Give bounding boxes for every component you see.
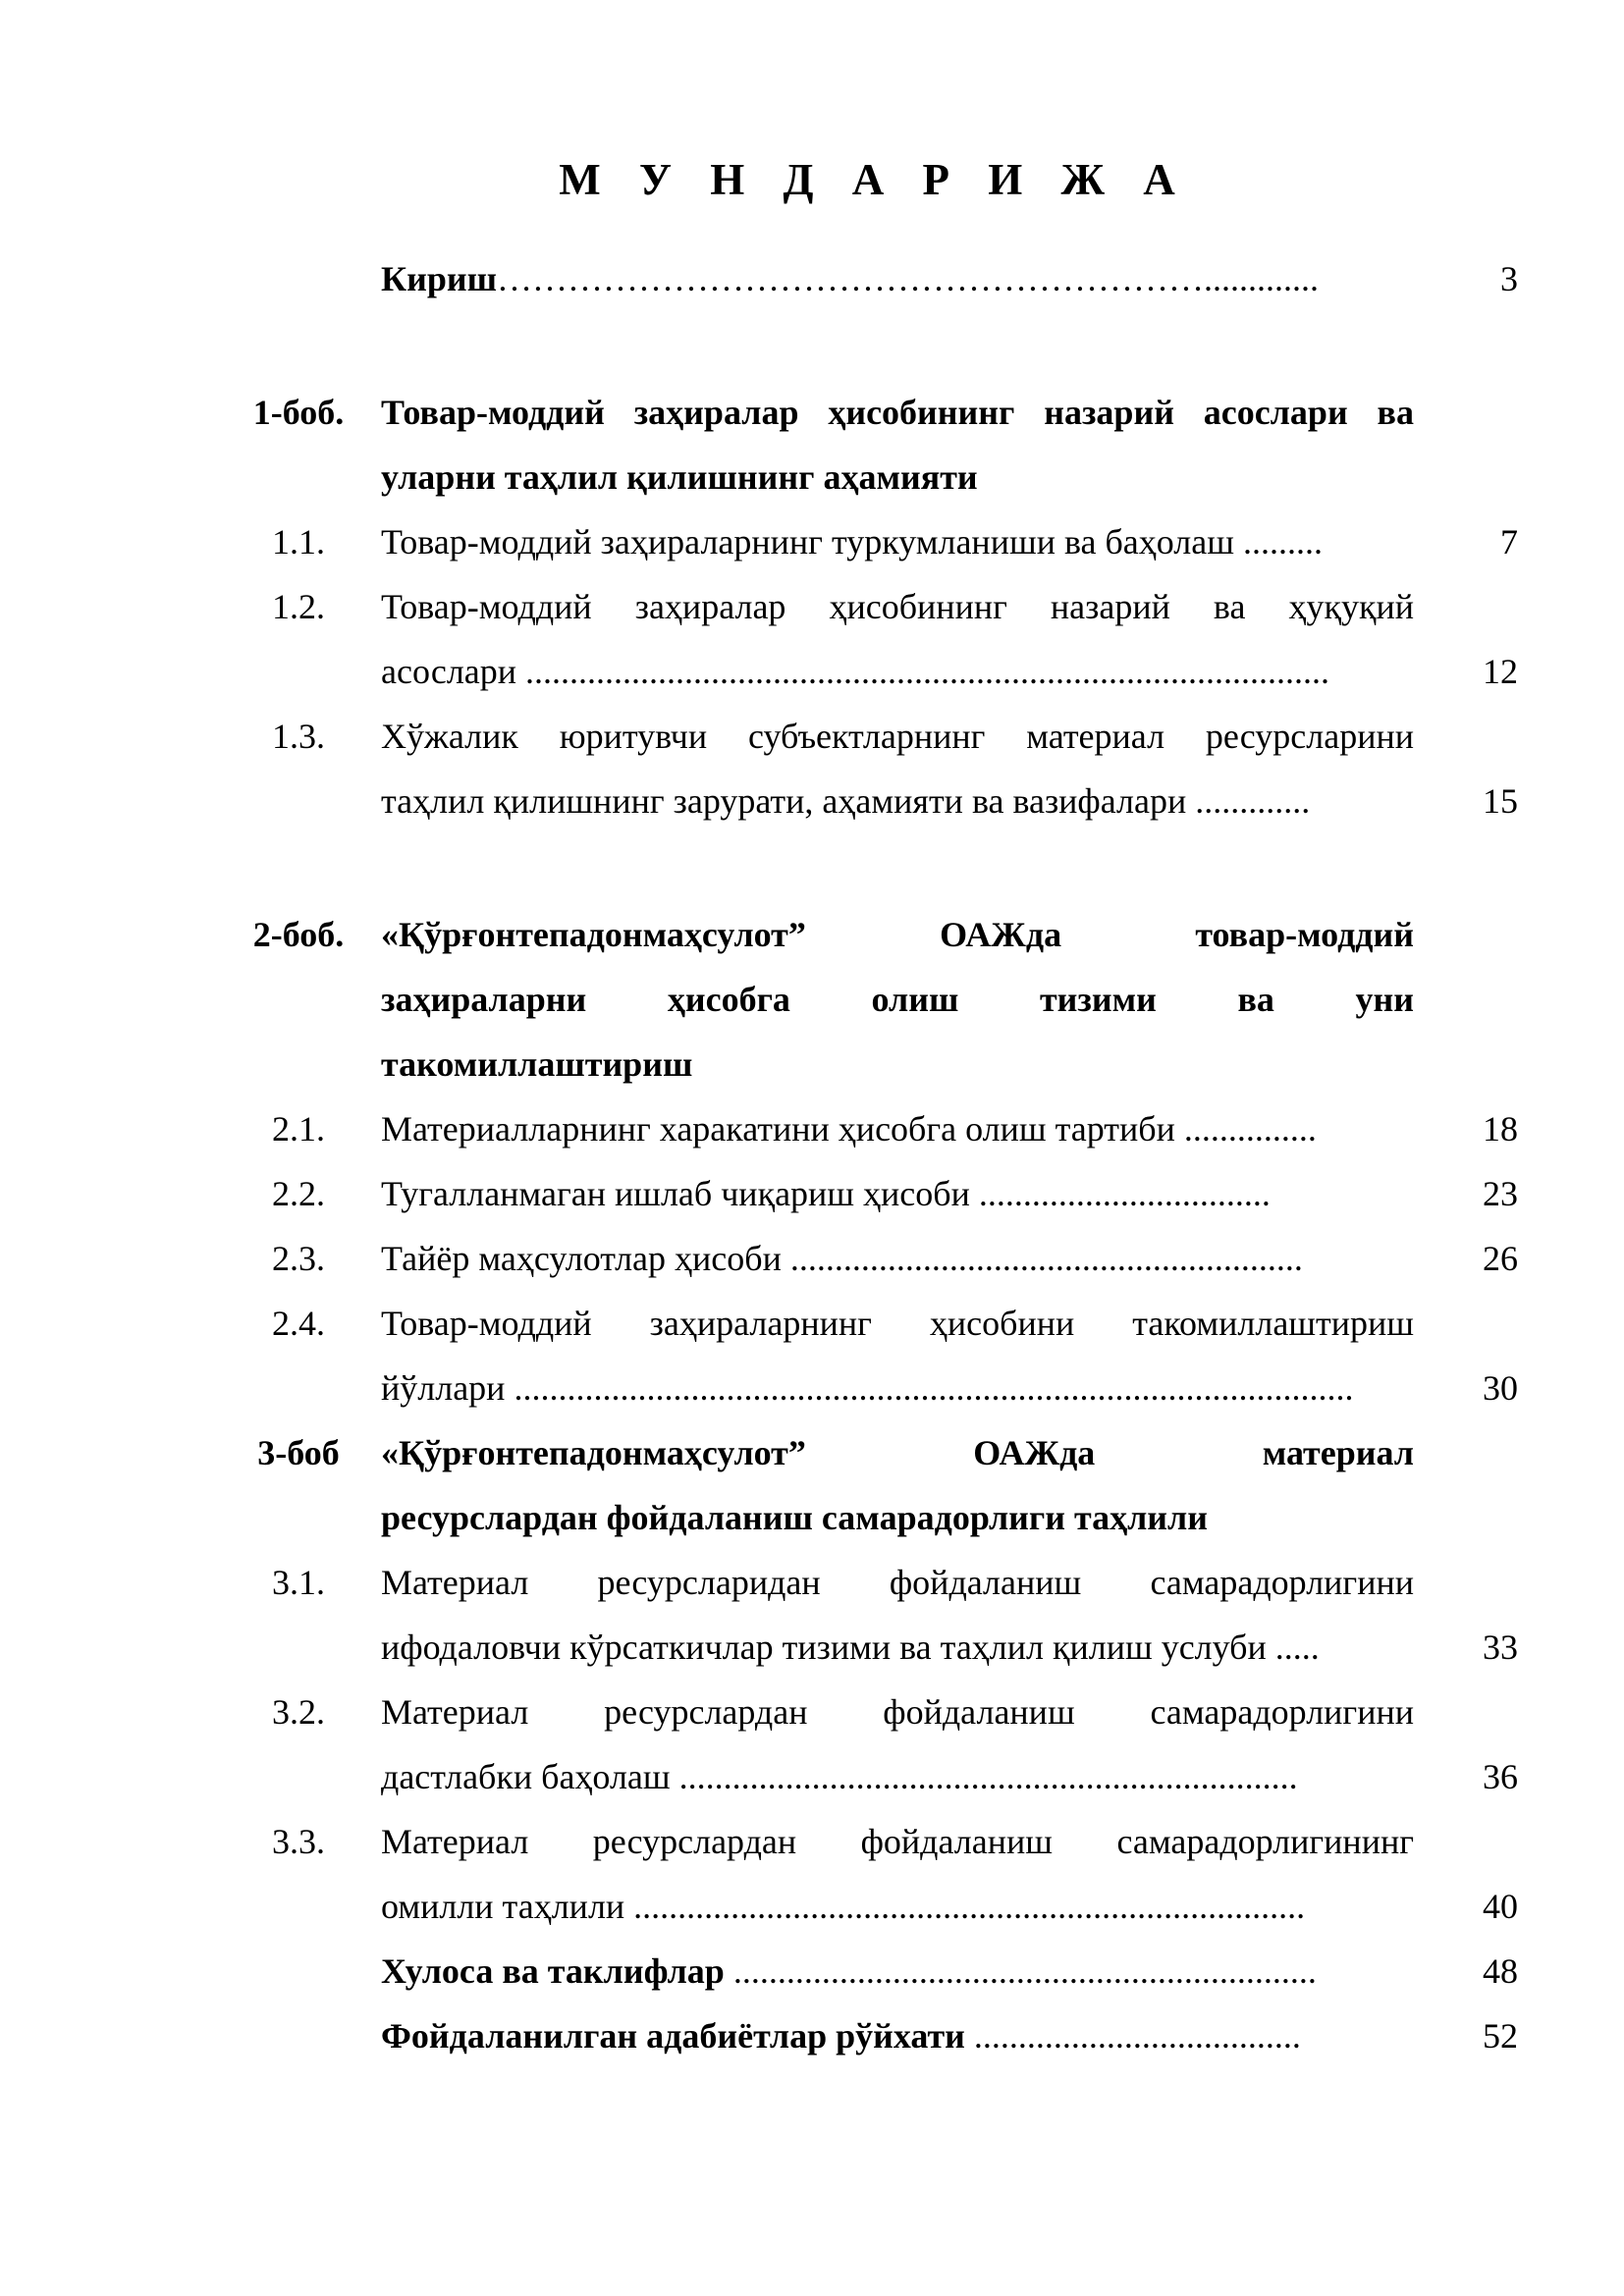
toc-entry-2-1[interactable]	[0, 1095, 1624, 1162]
page-number: 26	[1483, 1239, 1518, 1278]
section-number: 2.4.	[272, 1304, 325, 1343]
toc-entry-2-3[interactable]	[0, 1225, 1624, 1292]
section-number: 2.2.	[272, 1174, 325, 1213]
page-number: 40	[1483, 1887, 1518, 1926]
leader-dots: .....................................	[964, 2016, 1301, 2056]
toc-entry-references[interactable]	[0, 2002, 1624, 2069]
chapter-1-heading[interactable]	[0, 379, 1624, 446]
section-title-line: йўллари ...............................................................................................	[381, 1368, 1354, 1408]
toc-entry-3-1-cont	[0, 1614, 1624, 1681]
page-number: 3	[1500, 259, 1518, 298]
toc-entry-conclusion[interactable]	[0, 1938, 1624, 2004]
section-number: 2.3.	[272, 1239, 325, 1278]
toc-entry-label: Хулоса ва таклифлар	[381, 1951, 725, 1991]
toc-entry-1-1[interactable]	[0, 508, 1624, 575]
section-title: Материалларнинг харакатини ҳисобга олиш тартиби ...............	[381, 1109, 1317, 1148]
toc-entry-1-3-cont	[0, 768, 1624, 834]
toc-entry-intro[interactable]	[0, 245, 1624, 312]
chapter-title-line: уларни таҳлил қилишнинг аҳамияти	[381, 457, 978, 497]
page-number: 48	[1483, 1951, 1518, 1991]
chapter-title-line: «Қўрғонтепадонмаҳсулот” ОАЖда материал	[381, 1433, 1414, 1472]
leader-dots: ..................................................................	[724, 1951, 1317, 1991]
section-title-line: Материал ресурслардан фойдаланиш самарадорлигини	[381, 1692, 1414, 1732]
page-number: 30	[1483, 1368, 1518, 1408]
toc-entry-3-3-cont	[0, 1873, 1624, 1940]
section-title-line: таҳлил қилишнинг зарурати, аҳамияти ва вазифалари .............	[381, 781, 1311, 821]
page-number: 52	[1483, 2016, 1518, 2056]
toc-entry-1-3[interactable]	[0, 703, 1624, 770]
chapter-3-heading[interactable]	[0, 1419, 1624, 1486]
toc-entry-2-2[interactable]	[0, 1160, 1624, 1227]
section-number: 2.1.	[272, 1109, 325, 1148]
section-number: 1.1.	[272, 522, 325, 561]
toc-entry-3-1[interactable]	[0, 1549, 1624, 1616]
chapter-2-heading-cont	[0, 966, 1624, 1033]
section-number: 3.3.	[272, 1822, 325, 1861]
section-title-line: Материал ресурсларидан фойдаланиш самарадорлигини	[381, 1563, 1414, 1602]
toc-entry-3-2[interactable]	[0, 1679, 1624, 1745]
toc-entry-label: Фойдаланилган адабиётлар рўйхати	[381, 2016, 965, 2056]
page-number: 15	[1483, 781, 1518, 821]
page-number: 7	[1500, 522, 1518, 561]
chapter-title-line: заҳираларни ҳисобга олиш тизими ва уни	[381, 980, 1414, 1019]
chapter-number: 2-боб.	[252, 915, 345, 954]
section-title: Товар-моддий заҳираларнинг туркумланиши ва баҳолаш .........	[381, 522, 1323, 561]
section-title-line: ифодаловчи кўрсаткичлар тизими ва таҳлил қилиш услуби .....	[381, 1628, 1320, 1667]
section-number: 1.3.	[272, 717, 325, 756]
chapter-1-heading-cont	[0, 444, 1624, 510]
section-title-line: дастлабки баҳолаш ......................................................................	[381, 1757, 1298, 1796]
page-number: 12	[1483, 652, 1518, 691]
toc-entry-3-2-cont	[0, 1743, 1624, 1810]
section-title-line: асослари ...........................................................................................	[381, 652, 1330, 691]
section-title-line: Материал ресурслардан фойдаланиш самарадорлигининг	[381, 1822, 1414, 1861]
toc-entry-2-4[interactable]	[0, 1290, 1624, 1357]
section-number: 3.1.	[272, 1563, 325, 1602]
toc-entry-2-4-cont	[0, 1355, 1624, 1421]
section-number: 1.2.	[272, 587, 325, 626]
chapter-2-heading-cont	[0, 1031, 1624, 1097]
chapter-title-line: «Қўрғонтепадонмаҳсулот” ОАЖда товар-моддий	[381, 915, 1414, 954]
chapter-title-line: Товар-моддий заҳиралар ҳисобининг назарий асослари ва	[381, 393, 1414, 432]
toc-entry-3-3[interactable]	[0, 1808, 1624, 1875]
chapter-title-line: такомиллаштириш	[381, 1044, 693, 1084]
section-title-line: омилли таҳлили ............................................................................	[381, 1887, 1306, 1926]
page-number: 23	[1483, 1174, 1518, 1213]
chapter-number: 1-боб.	[252, 393, 345, 432]
section-title-line: Товар-моддий заҳираларнинг ҳисобини такомиллаштириш	[381, 1304, 1414, 1343]
section-title-line: Товар-моддий заҳиралар ҳисобининг назарий ва ҳуқуқий	[381, 587, 1414, 626]
document-title: М У Н Д А Р И Ж А	[559, 155, 1189, 204]
page-number: 18	[1483, 1109, 1518, 1148]
toc-entry-1-2-cont	[0, 638, 1624, 705]
page-number: 33	[1483, 1628, 1518, 1667]
section-title: Тайёр маҳсулотлар ҳисоби ..........................................................	[381, 1239, 1303, 1278]
section-title: Тугалланмаган ишлаб чиқариш ҳисоби .................................	[381, 1174, 1271, 1213]
chapter-title-line: ресурслардан фойдаланиш самарадорлиги таҳлили	[381, 1498, 1208, 1537]
section-title-line: Хўжалик юритувчи субъектларнинг материал ресурсларини	[381, 717, 1414, 756]
chapter-number: 3-боб	[257, 1433, 340, 1472]
section-number: 3.2.	[272, 1692, 325, 1732]
chapter-3-heading-cont	[0, 1484, 1624, 1551]
leader-dots: …………………………………………………….............	[497, 259, 1320, 298]
toc-entry-label: Кириш	[381, 259, 498, 298]
chapter-2-heading[interactable]	[0, 901, 1624, 968]
toc-entry-1-2[interactable]	[0, 573, 1624, 640]
page-number: 36	[1483, 1757, 1518, 1796]
